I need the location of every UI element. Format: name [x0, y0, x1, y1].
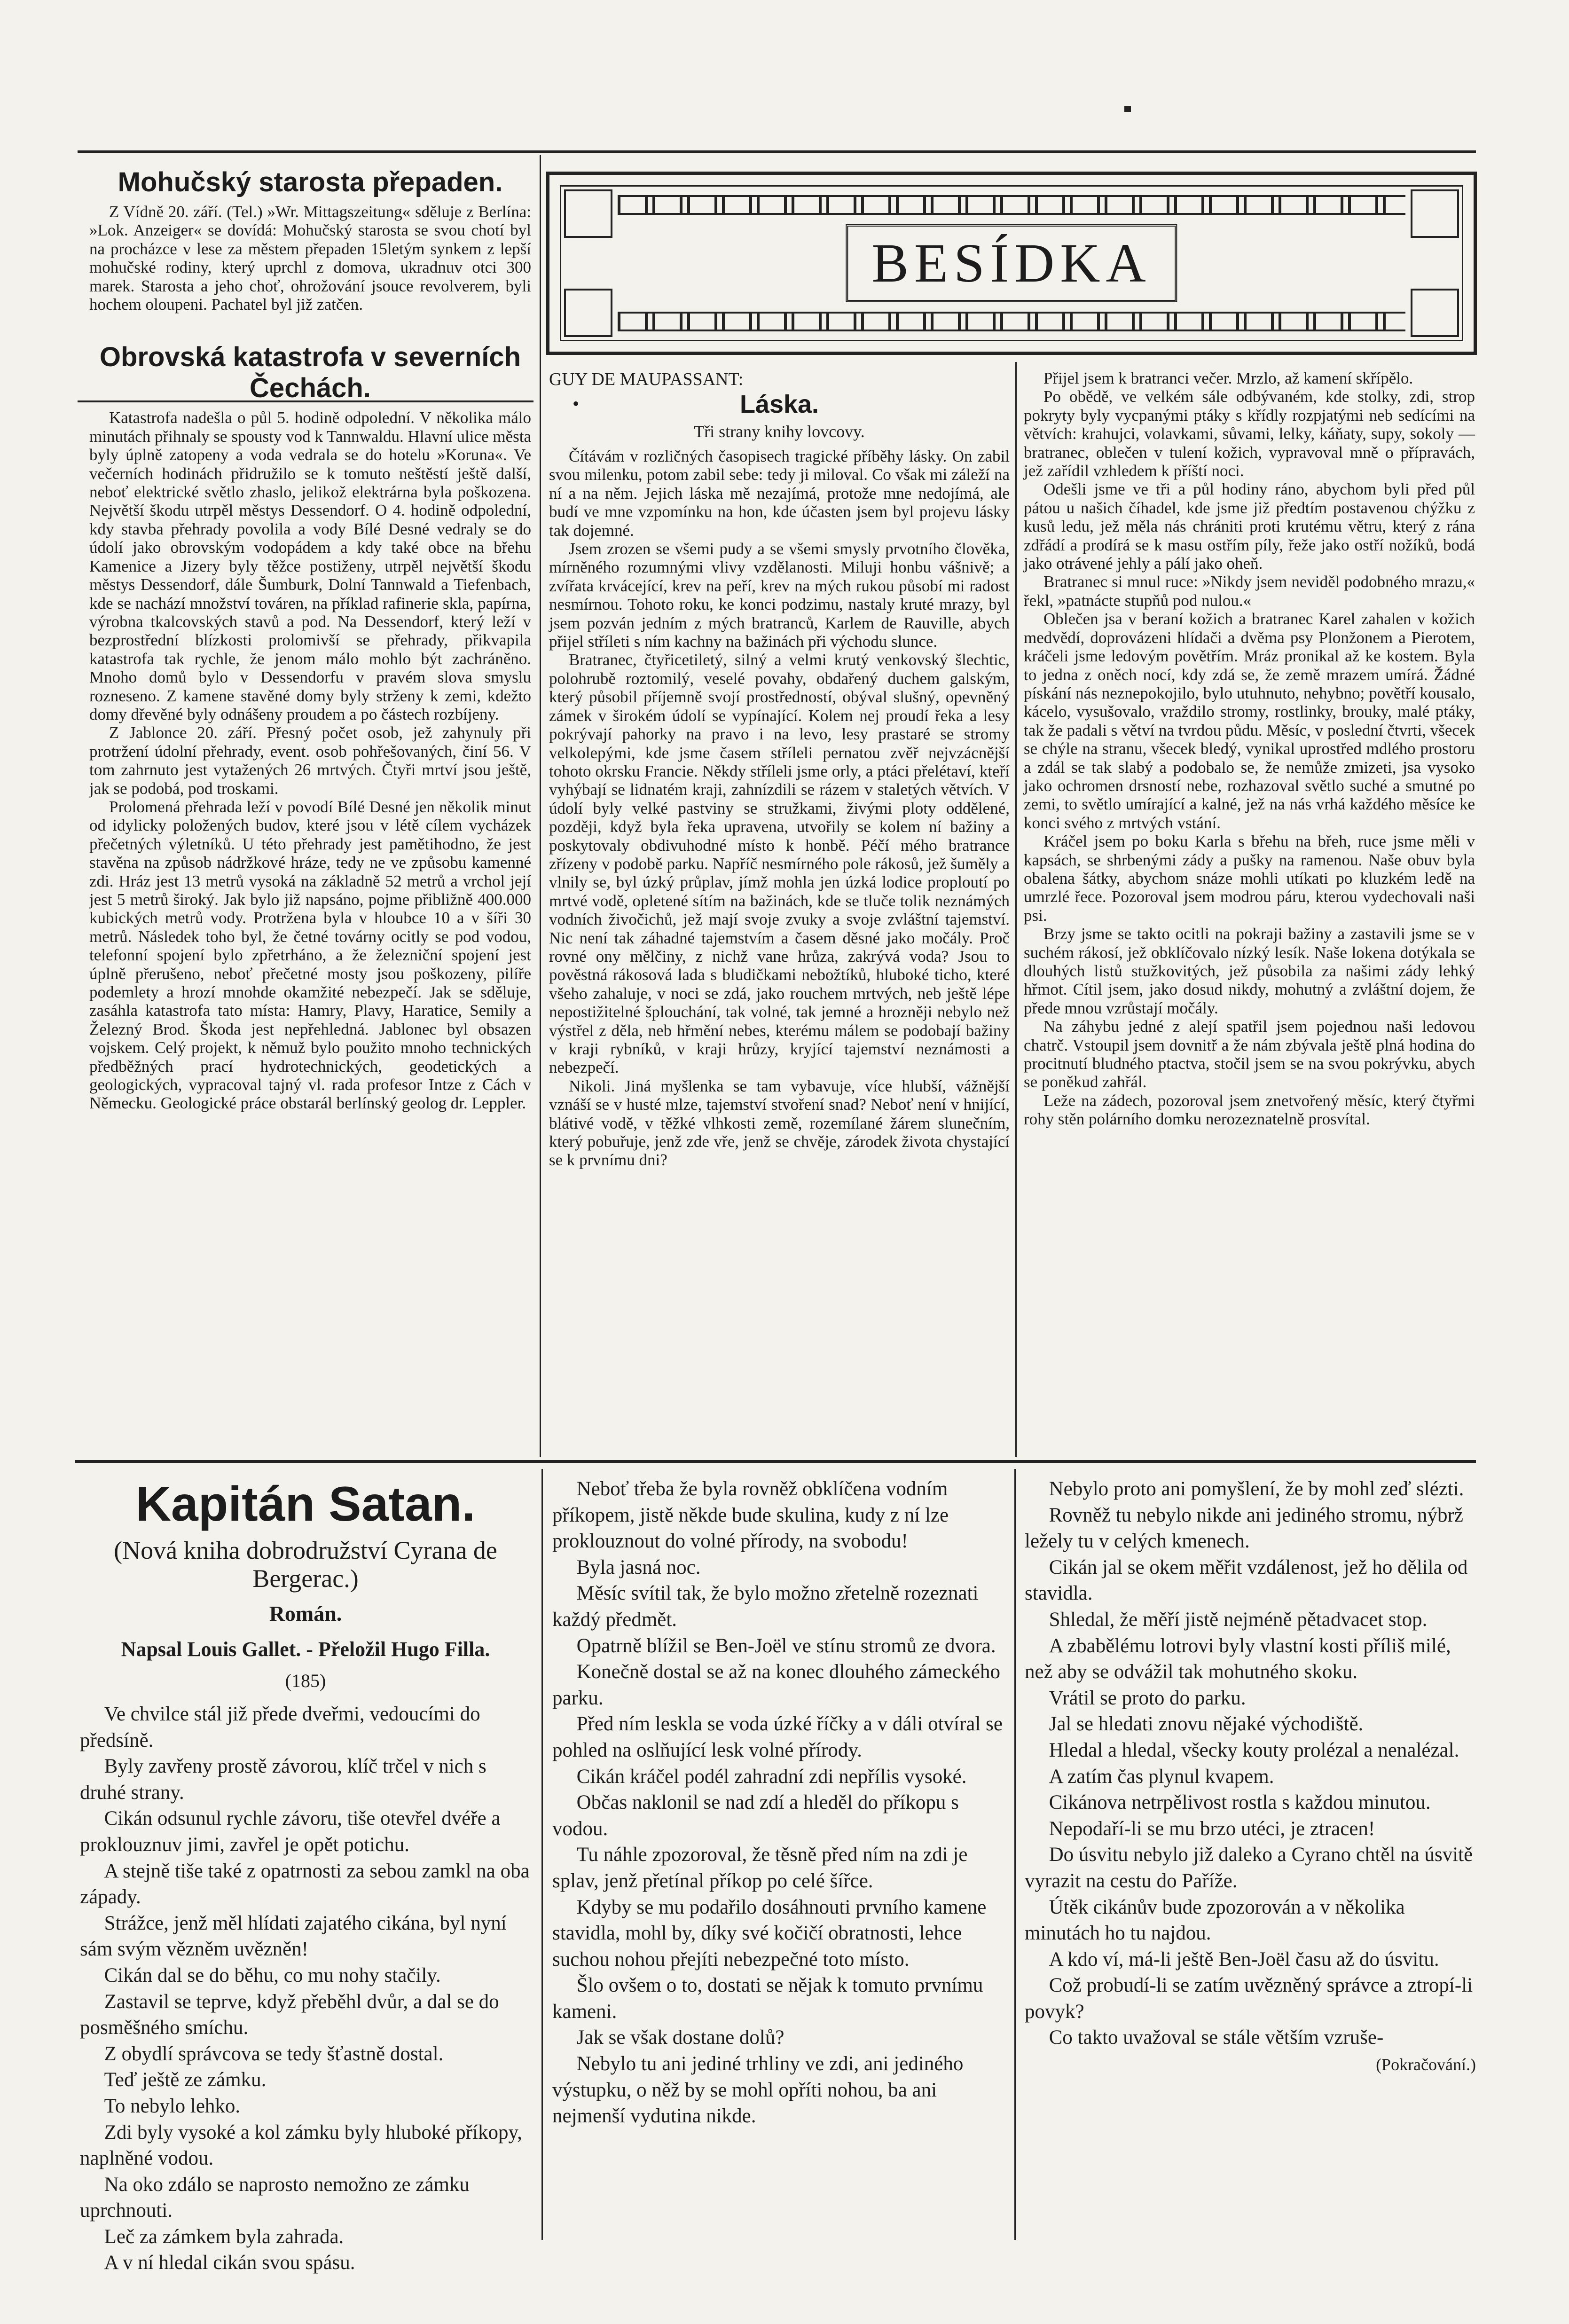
serial-paragraph: Konečně dostal se až na konec dlouhého zámeckého parku.: [552, 1661, 1001, 1709]
serial-paragraph: Nepodaří-li se mu brzo utéci, je ztracen!: [1049, 1817, 1375, 1840]
serial-paragraph: Hledal a hledal, všecky kouty prolézal a nenalézal.: [1049, 1739, 1459, 1761]
story-subtitle: Tři strany knihy lovcovy.: [694, 422, 865, 441]
serial-paragraph: Cikánova netrpělivost rostla s každou minutou.: [1049, 1791, 1431, 1814]
serial-paragraph: Co takto uvažoval se stále větším vzruše-: [1049, 2026, 1384, 2049]
ornament-chain-bottom: [618, 312, 1405, 331]
serial-paragraph: Jal se hledati znovu nějaké východiště.: [1049, 1713, 1364, 1735]
serial-paragraph: Na oko zdálo se naprosto nemožno ze zámku uprchnouti.: [80, 2173, 470, 2222]
serial-paragraph: Zastavil se teprve, když přeběhl dvůr, a dal se do posměšného smíchu.: [80, 1990, 499, 2039]
top-rule: [78, 150, 1476, 153]
article-paragraph: Prolomená přehrada leží v povodí Bílé Desné jen několik minut od idylicky položených budov, které jsou v létě cílem vycházek přečetných výletníků. U této přehrady jest pamětihodno, že jest stavěna na způsob nádržkové hráze, tedy ne ve způsobu kamenné zdi. Hráz jest 13 metrů vysoká na základně 52 metrů a vrchol její jest 5 metrů široký. Jak bylo již napsáno, pojme přibližně 400.000 kubických metrů vody. Protržena byla v hloubce 10 a v šíři 30 metrů. Následek toho byl, že četné továrny ocitly se pod vodou, telefonní spojení bylo zpřetrháno, a že železniční spojení jest úplně přerušeno, neboť přečetné mosty jsou poškozeny, pilíře podemlety a hrozí mnohde okamžité nebezpečí. Jak se sděluje, zasáhla katastrofa tato místa: Hamry, Plavy, Haratice, Semily a Železný Brod. Škoda jest nepřehledná. Jablonec byl obsazen vojskem. Celý projekt, k němuž bylo použito mnoho technických předběžných prací hydrotechnických, geodetických a geologických, vypracoval tajný vl. rada profesor Intze z Cách v Německu. Geologické práce obstarál berlínský geolog dr. Leppler.: [89, 797, 531, 1113]
serial-paragraph: Cikán odsunul rychle závoru, tiše otevřel dvéře a proklouznuv jimi, zavřel je opět potichu.: [80, 1807, 501, 1856]
column-rule-1: [540, 155, 541, 1457]
serial-paragraph: Shledal, že měří jistě nejméně pětadvacet stop.: [1049, 1608, 1428, 1631]
margin-mark: [1124, 106, 1131, 112]
serial-paragraph: Neboť třeba že byla rovněž obklíčena vodním příkopem, jistě někde bude skulina, kudy z ní lze proklouznout do volné přírody, na svobodu!: [552, 1478, 949, 1553]
story-paragraph: Přijel jsem k bratranci večer. Mrzlo, až kamení skřípělo.: [1043, 369, 1413, 387]
serial-paragraph: Měsíc svítil tak, že bylo možno zřetelně rozeznati každý předmět.: [552, 1582, 979, 1631]
serial-paragraph: Zdi byly vysoké a kol zámku byly hluboké příkopy, naplněné vodou.: [80, 2121, 522, 2170]
serial-paragraph: To nebylo lehko.: [104, 2095, 241, 2117]
serial-paragraph: Byla jasná noc.: [576, 1556, 701, 1578]
serial-column-rule-1: [541, 1469, 543, 2240]
serial-paragraph: Útěk cikánův bude zpozorován a v několika minutách ho tu najdou.: [1025, 1896, 1405, 1945]
serial-paragraph: Před ním leskla se voda úzké říčky a v dáli otvíral se pohled na oslňující lesk volné přírody.: [552, 1713, 1003, 1761]
besidka-column-2: [1024, 369, 1475, 1455]
story-paragraph: Na záhybu jedné z alejí spatřil jsem pojednou naši ledovou chatrč. Vstoupil jsem dovnitř a že nám zbývala ještě plná hodina do procitnutí bludného ptactva, stočil jsem se na svou pokrývku, abych se poněkud zahřál.: [1024, 1017, 1475, 1091]
serial-column-2: [552, 1476, 1008, 2247]
column-rule-2: [1015, 362, 1017, 1457]
serial-column-1: [80, 1476, 531, 2274]
mid-rule: [75, 1460, 1476, 1463]
story-paragraph: Nikoli. Jiná myšlenka se tam vybavuje, více hlubší, vážnější vznáší se v husté mlze, tajemství stvoření snad? Neboť není v hnijící, blátivé vodě, v těžké vlhkosti země, rozemílané žárem slunečním, který pobuřuje, jenž zde vře, jenž se chvěje, zárodek života chystající se k prvnímu dni?: [549, 1076, 1010, 1170]
besidka-title: BESÍDKA: [846, 224, 1177, 302]
article-paragraph: Z Jablonce 20. září. Přesný počet osob, jež zahynuly při protržení údolní přehrady, event. osob pohřešovaných, činí 56. V tom zahrnuto jest vytažených 26 mrtvých. Čtyři mrtví jsou ještě, jak se podobá, pod troskami.: [89, 723, 531, 798]
serial-paragraph: Leč za zámkem byla zahrada.: [104, 2225, 344, 2248]
story-paragraph: Odešli jsme ve tři a půl hodiny ráno, abychom byli před půl pátou u našich číhadel, kde jsme již předtím postavenou chýžku z kusů ledu, jež měla nás chrániti proti krutému větru, který z rána zdřádí a prodírá se k masu ostřím píly, řeže jako ostří nožíků, bodá jako otrávené jehly a pálí jako oheň.: [1024, 480, 1475, 573]
serial-paragraph: Opatrně blížil se Ben-Joël ve stínu stromů ze dvora.: [576, 1634, 996, 1657]
serial-paragraph: Z obydlí správcova se tedy šťastně dostal.: [104, 2042, 444, 2065]
story-title: Láska.: [739, 390, 819, 418]
story-paragraph: Bratranec, čtyřicetiletý, silný a velmi krutý venkovský šlechtic, polohrubě roztomilý, veselé povahy, obdařený duchem galským, který působil příjemně svojí prostředností, obýval slušný, opevněný zámek v širokém údolí se vypínající. Kolem nej proudí řeka a lesy pokrývají pahorky na pravo i na levo, lesy prastaré se stromy velkolepými, kde jsme časem stříleli pernatou zvěř nejvzácnější tohoto okrsku Francie. Někdy stříleli jsme orly, a ptáci přelétaví, kteří vyhýbají se lidnatém kraji, zahnízdili se rázem v staletých větvích. V údolí byly velké pastviny se stružkami, živými ploty oddělené, později, když byla řeka upravena, utvořily se kolem ní bažiny a poskytovaly obdivuhodné místo k honbě. Péčí mého bratrance zřízeny v podobě parku. Napříč nesmírného pole rákosů, jež šuměly a vlnily se, byl úzký průplav, jímž mohla jen úzká lodice proploutí po mrtvé vodě, opletené sítím na bažinách, kde se tluče tolik neznámých vodních živočichů, jež mají svoje zvuky a svoje zvláštní tajemství. Nic není tak záhadné tajemstvím a časem děsné jako močály. Proč rovné ony mělčiny, z nichž vane hrůza, zakrývá voda? Jsou to pověstná rákosová lada s bludičkami nebožtíků, hluboké ticho, které všeho zahaluje, v noci se zdá, jako rouchem mrtvých, neb ještě lépe nepostižitelné šplouchání, tak volné, tak jemné a hrozněji nebylo než výstřel z děla, neb hřmění nebes, kterému málem se podobají bažiny v kraji rybníků, v kraji hrůzy, kryjící tajemství neznámosti a nebezpečí.: [549, 651, 1010, 1077]
serial-title: Kapitán Satan.: [135, 1477, 476, 1531]
installment-number: (185): [285, 1670, 326, 1691]
serial-paragraph: Nebylo tu ani jediné trhliny ve zdi, ani jediného výstupku, o něž by se mohl opříti nohou, ba ani nejmenší vydutina nikde.: [552, 2053, 964, 2128]
serial-paragraph: A zatím čas plynul kvapem.: [1049, 1765, 1274, 1788]
left-column: [89, 167, 531, 1455]
ornament-corner: [1411, 289, 1459, 337]
serial-paragraph: Cikán kráčel podél zahradní zdi nepřílis vysoké.: [576, 1765, 967, 1788]
serial-paragraph: Strážce, jenž měl hlídati zajatého cikána, byl nyní sám svým vězněm uvězněn!: [80, 1912, 507, 1961]
headline-catastrophe: Obrovská katastrofa v severních Čechách.: [99, 342, 521, 404]
serial-paragraph: Teď ještě ze zámku.: [104, 2069, 267, 2091]
continued-note: (Pokračování.): [1376, 2055, 1476, 2074]
besidka-column-1: [549, 369, 1010, 1455]
serial-paragraph: Cikán dal se do běhu, co mu nohy stačily.: [104, 1964, 441, 1986]
serial-paragraph: Nebylo proto ani pomyšlení, že by mohl zeď slézti.: [1049, 1478, 1464, 1500]
story-paragraph: Leže na zádech, pozoroval jsem znetvořený měsíc, který čtyřmi rohy stěn polárního domku nerozeznatelně prosvítal.: [1024, 1091, 1475, 1129]
story-paragraph: Čítávám v rozličných časopisech tragické příběhy lásky. On zabil svou milenku, potom zabil sebe: tedy ji miloval. Co však mi záleží na ní a na něm. Jejich láska mě nezajímá, protože mne nedojímá, ale budí ve mne vzpomínku na hon, kde účasten jsem byl projevu lásky tak dojemné.: [549, 447, 1010, 540]
serial-column-3: [1025, 1476, 1476, 2247]
story-paragraph: Po obědě, ve velkém sále odbývaném, kde stolky, zdi, strop pokryty byly vycpanými ptáky s křídly rozpjatými neb sedícími na větvích: krahujci, volavkami, sůvami, lelky, káňaty, supy, sokoly — bratranec, oblečen v tulení kožich, vypravoval mně o přípravách, jež zařídil vzhledem k příští noci.: [1024, 387, 1475, 480]
serial-genre: Román.: [269, 1602, 342, 1625]
story-paragraph: Brzy jsme se takto ocitli na pokraji bažiny a zastavili jsme se v suchém rákosí, jež obklíčovalo nízký lesík. Naše lokena dotýkala se dlouhých listů stužkovitých, jež působila za našimi zády lehký hřmot. Cítil jsem, jako dosud nikdy, mohutný a zvláštní dojem, že přede mnou vzrůstají močály.: [1024, 925, 1475, 1017]
banner-frame: [560, 185, 1463, 341]
serial-paragraph: Tu náhle zpozoroval, že těsně před ním na zdi je splav, jenž přetínal příkop po celé šířce.: [552, 1844, 968, 1892]
article-paragraph: Katastrofa nadešla o půl 5. hodině odpolední. V několika málo minutách přihnaly se spousty vod k Tannwaldu. Hlavní ulice města byly úplně zatopeny a voda vedrala se do hotelu »Koruna«. Ve večerních hodinách přidružilo se k tomuto neštěstí ještě další, neboť elektrické světlo zhaslo, jelikož elektrárna byla poškozena. Největší škodu utrpěl městys Dessendorf. O 4. hodině odpolední, kdy stavba přehrady povolila a vody Bílé Desné vedraly se do údolí jako obrovským vodopádem a kdy také obce na břehu Kamenice a Jizery byly těžce postiženy, utrpěl největší škodu městys Dessendorf, dále Šumburk, Dolní Tannwald a Tiefenbach, kde se nachází množství továren, na příklad rafinerie skla, papírna, výrobna tkalcovských stavů a pod. Na Dessendorf, který leží v bezprostřední blízkosti prolomivší se přehrady, přikvapila katastrofa tak rychle, že jenom málo mohlo být zachráněno. Mnoho domů bylo v Dessendorfu v pravém slova smyslu rozneseno. Z kamene stavěné domy byly strženy k zemi, kdežto domy dřevěné byly odnášeny proudem a po částech rozbíjeny.: [89, 408, 531, 723]
story-paragraph: Bratranec si mnul ruce: »Nikdy jsem neviděl podobného mrazu,« řekl, »patnácte stupňů pod nulou.«: [1024, 573, 1475, 610]
serial-paragraph: Byly zavřeny prostě závorou, klíč trčel v nich s druhé strany.: [80, 1755, 486, 1804]
serial-paragraph: Rovněž tu nebylo nikde ani jediného stromu, nýbrž ležely tu v celých kmenech.: [1025, 1504, 1463, 1553]
serial-paragraph: A zbabělému lotrovi byly vlastní kosti příliš milé, než aby se odvážil tak mohutného skoku.: [1025, 1634, 1451, 1683]
serial-paragraph: Cikán jal se okem měřit vzdálenost, jež ho dělila od stavidla.: [1025, 1556, 1468, 1605]
bullet: •: [573, 393, 580, 414]
serial-paragraph: Šlo ovšem o to, dostati se nějak k tomuto prvnímu kameni.: [552, 1974, 983, 2023]
serial-paragraph: Ve chvilce stál již přede dveřmi, vedoucími do předsíně.: [80, 1703, 480, 1751]
ornament-chain-top: [618, 195, 1405, 215]
article-paragraph: Z Vídně 20. září. (Tel.) »Wr. Mittagszeitung« sděluje z Berlína: »Lok. Anzeiger« se dovídá: Mohučský starosta se svou chotí byl na procházce v lese za městem přepaden 15letým synkem z lepší mohučské rodiny, který uprchl z domova, ukradnuv otci 300 marek. Starosta a jeho choť, ohrožování jsouce revolverem, byli hochem oloupeni. Pachatel byl již zatčen.: [89, 203, 531, 314]
serial-paragraph: Vrátil se proto do parku.: [1049, 1687, 1246, 1709]
story-paragraph: Jsem zrozen se všemi pudy a se všemi smysly prvotního člověka, mírněného rozumnými vlivy vzdělanosti. Miluji honbu vášnivě; a zvířata krvácející, krev na peří, krev na mých rukou působí mi radost nesmírnou. Tohoto roku, ke konci podzimu, nastaly kruté mrazy, byl jsem pozván jedním z mých bratranců, Karlem de Rauville, abych přijel stříleti s ním kachny na bažinách při východu slunce.: [549, 540, 1010, 651]
serial-paragraph: Do úsvitu nebylo již daleko a Cyrano chtěl na úsvitě vyrazit na cestu do Paříže.: [1025, 1844, 1473, 1892]
story-paragraph: Kráčel jsem po boku Karla s břehu na břeh, ruce jsme měli v kapsách, se shrbenými zády a pušky na ramenou. Naše obuv byla obalena šátky, abychom snáze mohli utíkati po kluzkém ledě na umrzlé řece. Pozoroval jsem modrou páru, kterou vydechovali naši psi.: [1024, 832, 1475, 925]
story-paragraph: Oblečen jsa v beraní kožich a bratranec Karel zahalen v kožich medvědí, doprovázeni hlídači a dvěma psy Plonžonem a Pierotem, kráčeli jsme ledovým povětřím. Mráz pronikal až ke kostem. Byla to jedna z oněch nocí, kdy zdá se, že země mrazem umírá. Žádné pískání nás neznepokojilo, bylo utuhnuto, nehybno; povětří kousalo, kácelo, vysušovalo, vraždilo stromy, rostlinky, brouky, malé ptáky, tak že padali s větví na tvrdou půdu. Měsíc, v poslední čtvrti, všecek se chýle na stranu, všecek bledý, vynikal uprostřed mdlého prostoru a zdál se tak slabý a podobalo se, že nemůže zmizeti, jsa vysoko jako ochromen drsností nebe, rozhazoval světlo suché a smutné po zemi, to světlo umírající a kalné, jež na nás vrhá každého měsíce ke konci svého z mrtvých vstání.: [1024, 610, 1475, 832]
serial-paragraph: Jak se však dostane dolů?: [576, 2026, 784, 2049]
serial-paragraph: A v ní hledal cikán svou spásu.: [104, 2252, 355, 2274]
ornament-corner: [1411, 189, 1459, 238]
ornament-corner: [564, 289, 612, 337]
serial-paragraph: A stejně tiše také z opatrnosti za sebou zamkl na oba západy.: [80, 1860, 530, 1908]
serial-subtitle: (Nová kniha dobrodružství Cyrana de Bergerac.): [114, 1536, 497, 1593]
headline-mainz-mayor: Mohučský starosta přepaden.: [118, 167, 503, 197]
serial-paragraph: Občas naklonil se nad zdí a hleděl do příkopu s vodou.: [552, 1791, 959, 1840]
story-author: GUY DE MAUPASSANT:: [549, 369, 744, 389]
ornament-corner: [564, 189, 612, 238]
serial-paragraph: Což probudí-li se zatím uvězněný správce a ztropí-li povyk?: [1025, 1974, 1473, 2023]
besidka-banner: [546, 172, 1477, 355]
serial-column-rule-2: [1014, 1469, 1016, 2240]
serial-byline: Napsal Louis Gallet. - Přeložil Hugo Filla.: [121, 1638, 490, 1661]
serial-paragraph: Kdyby se mu podařilo dosáhnouti prvního kamene stavidla, mohl by, díky své kočičí obratnosti, lehce suchou nohou přejíti nebezpečné toto místo.: [552, 1896, 987, 1971]
serial-paragraph: A kdo ví, má-li ještě Ben-Joël času až do úsvitu.: [1049, 1948, 1439, 1971]
